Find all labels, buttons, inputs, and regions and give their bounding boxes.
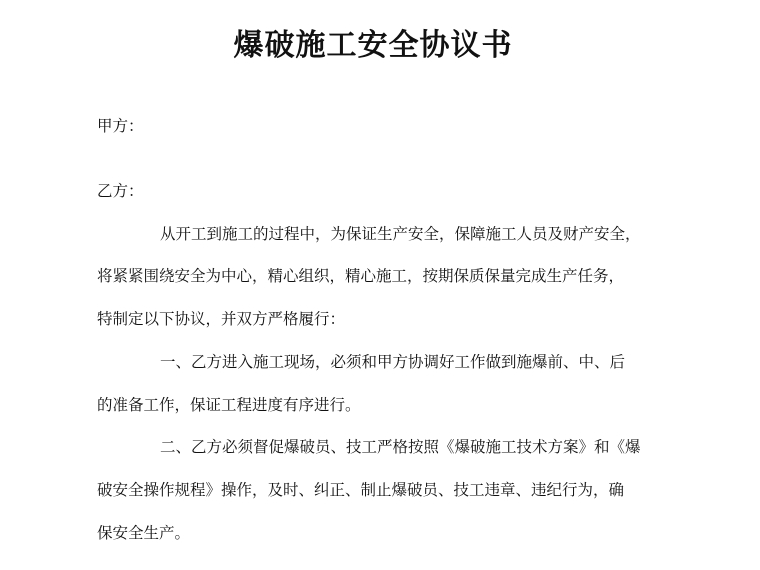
paragraph-line: 特制定以下协议，并双方严格履行： — [97, 310, 346, 328]
clause-line: 保安全生产。 — [97, 524, 191, 542]
clause-line: 二、乙方必须督促爆破员、技工严格按照《爆破施工技术方案》和《爆 — [160, 438, 641, 456]
paragraph-line: 从开工到施工的过程中，为保证生产安全，保障施工人员及财产安全， — [160, 225, 641, 243]
clause-line: 破安全操作规程》操作，及时、纠正、制止爆破员、技工违章、违纪行为，确 — [97, 481, 625, 499]
clause-line: 的准备工作，保证工程进度有序进行。 — [97, 396, 361, 414]
paragraph-line: 将紧紧围绕安全为中心，精心组织，精心施工，按期保质保量完成生产任务， — [97, 267, 625, 285]
party-a-label: 甲方： — [97, 117, 144, 135]
party-b-label: 乙方： — [97, 182, 144, 200]
clause-line: 一、乙方进入施工现场，必须和甲方协调好工作做到施爆前、中、后 — [160, 353, 626, 371]
document-title: 爆破施工安全协议书 — [233, 28, 513, 63]
